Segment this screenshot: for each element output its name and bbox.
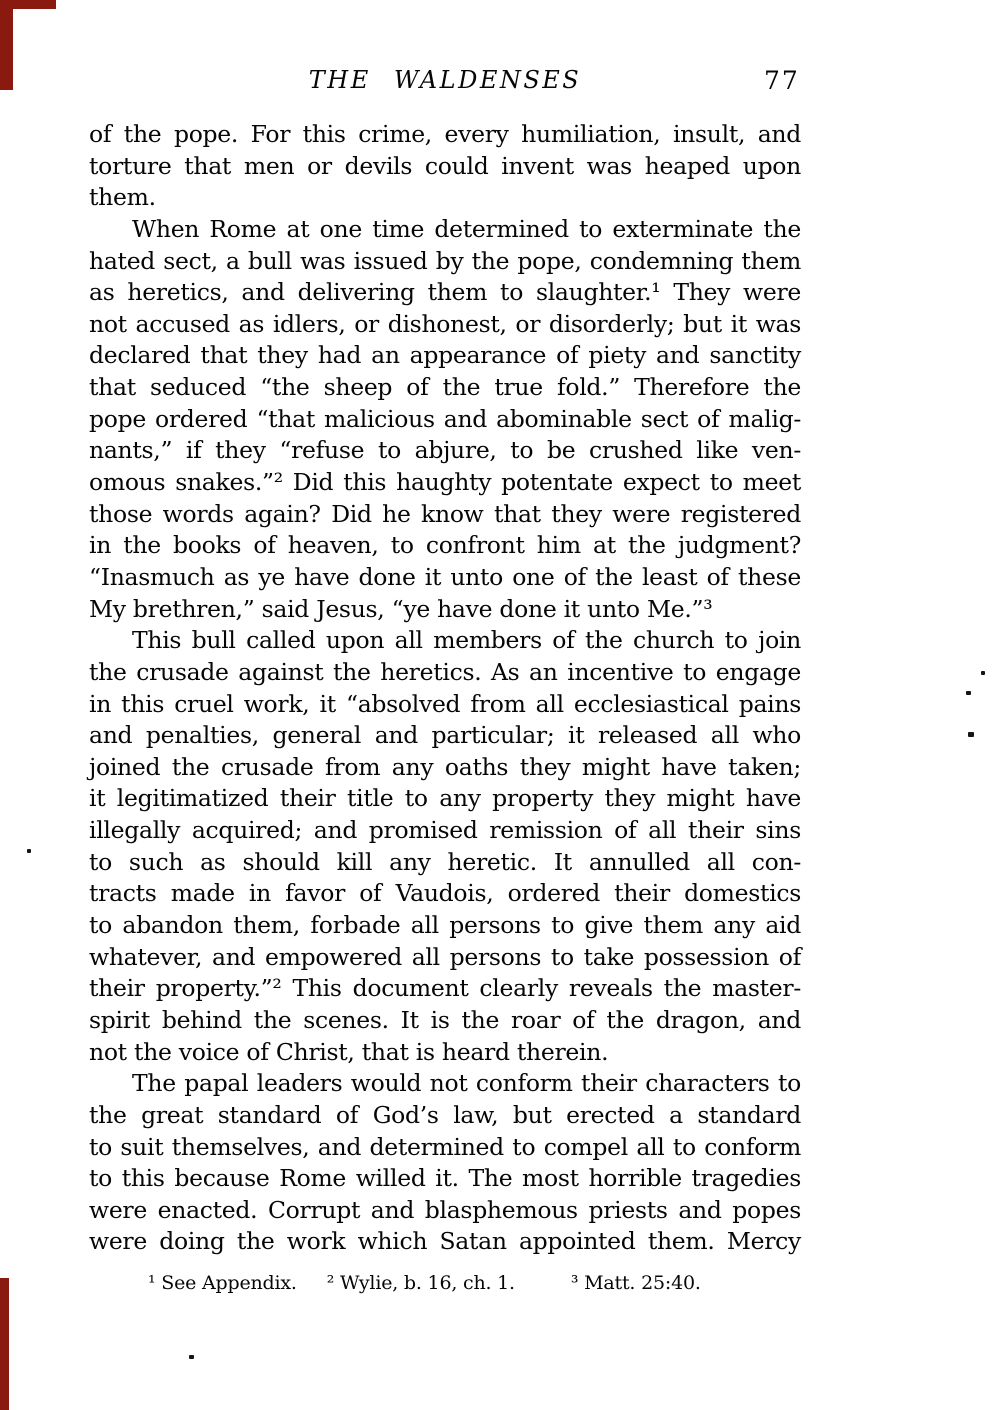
- binding-edge-top: [0, 0, 56, 9]
- body-line: not the voice of Christ, that is heard therein.: [89, 1037, 609, 1066]
- body-line: it legitimatized their title to any property they might have: [89, 784, 801, 813]
- body-line: hated sect, a bull was issued by the pope, condemning them: [89, 246, 801, 275]
- body-line: were doing the work which Satan appointed them. Mercy: [89, 1227, 801, 1256]
- body-line: tracts made in favor of Vaudois, ordered their domestics: [89, 879, 801, 908]
- binding-edge-left-bottom: [0, 1278, 9, 1410]
- scan-speck: [966, 691, 971, 695]
- body-line: their property.”² This document clearly reveals the master-: [89, 974, 801, 1003]
- body-line: to suit themselves, and determined to compel all to conform: [89, 1132, 801, 1161]
- body-line: the great standard of God’s law, but erected a standard: [89, 1100, 801, 1129]
- scan-speck: [981, 671, 985, 675]
- body-line: in this cruel work, it “absolved from all ecclesiastical pains: [89, 689, 801, 718]
- footnote-matthew: ³ Matt. 25:40.: [570, 1272, 701, 1294]
- body-line: to abandon them, forbade all persons to give them any aid: [89, 911, 801, 940]
- body-line: omous snakes.”² Did this haughty potentate expect to meet: [89, 468, 801, 497]
- body-line: those words again? Did he know that they were registered: [89, 499, 801, 528]
- body-line: to such as should kill any heretic. It annulled all con-: [89, 847, 801, 876]
- scan-speck: [968, 732, 974, 737]
- page-number: 77: [764, 66, 800, 95]
- body-line: not accused as idlers, or dishonest, or disorderly; but it was: [89, 309, 801, 338]
- body-line: of the pope. For this crime, every humiliation, insult, and: [89, 120, 801, 148]
- body-line: torture that men or devils could invent was heaped upon: [89, 151, 801, 180]
- body-line: in the books of heaven, to confront him at the judgment?: [89, 531, 801, 560]
- body-line: nants,” if they “refuse to abjure, to be crushed like ven-: [89, 436, 801, 465]
- body-line: pope ordered “that malicious and abominable sect of malig-: [89, 404, 801, 433]
- body-line: declared that they had an appearance of piety and sanctity: [89, 341, 801, 370]
- scan-speck: [189, 1355, 194, 1359]
- body-line: “Inasmuch as ye have done it unto one of the least of these: [89, 562, 801, 591]
- body-line: The papal leaders would not conform their characters to: [132, 1069, 801, 1098]
- body-text-block: [89, 119, 801, 1258]
- running-header-title: THE WALDENSES: [308, 66, 582, 94]
- body-line: were enacted. Corrupt and blasphemous priests and popes: [89, 1195, 801, 1224]
- binding-edge-left-top: [0, 0, 13, 90]
- footnote-appendix: ¹ See Appendix.: [148, 1272, 297, 1294]
- body-line: joined the crusade from any oaths they might have taken;: [89, 752, 801, 781]
- body-line: that seduced “the sheep of the true fold.” Therefore the: [89, 373, 801, 402]
- body-line: them.: [89, 183, 156, 212]
- footnote-wylie: ² Wylie, b. 16, ch. 1.: [326, 1272, 515, 1294]
- body-line: This bull called upon all members of the church to join: [132, 626, 801, 655]
- footnotes-row: [148, 1272, 701, 1294]
- body-line: and penalties, general and particular; it released all who: [89, 721, 801, 750]
- body-line: to this because Rome willed it. The most horrible tragedies: [89, 1164, 801, 1193]
- body-line: as heretics, and delivering them to slaughter.¹ They were: [89, 278, 801, 307]
- body-line: When Rome at one time determined to exterminate the: [132, 214, 801, 243]
- scan-speck: [27, 849, 31, 853]
- body-line: My brethren,” said Jesus, “ye have done it unto Me.”³: [89, 594, 713, 623]
- body-line: the crusade against the heretics. As an incentive to engage: [89, 657, 801, 686]
- body-line: spirit behind the scenes. It is the roar of the dragon, and: [89, 1005, 801, 1034]
- body-line: whatever, and empowered all persons to take possession of: [89, 942, 801, 971]
- body-line: illegally acquired; and promised remission of all their sins: [89, 816, 801, 845]
